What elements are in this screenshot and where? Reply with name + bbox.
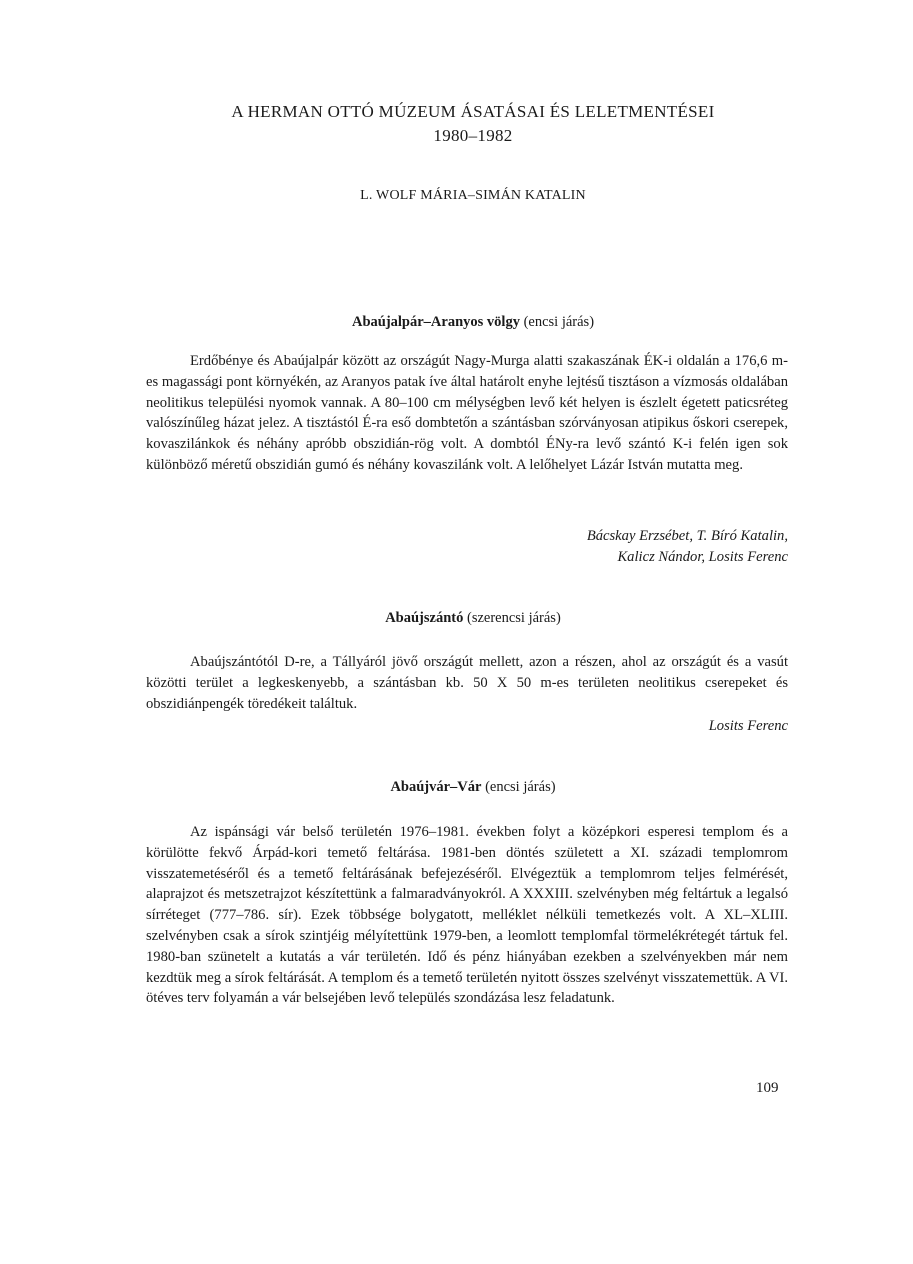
section-place: Abaújvár–Vár [390,779,482,795]
title-line-1: A HERMAN OTTÓ MÚZEUM ÁSATÁSAI ÉS LELETMENTÉSEI [231,102,715,121]
section-district: (szerencsi járás) [466,610,561,626]
section-district: (encsi járás) [523,314,595,330]
section-signature-abaujszanto [709,716,788,737]
title-line-2: 1980–1982 [433,126,513,145]
section-heading-abaujalpar [100,314,846,331]
signature-line: Bácskay Erzsébet, T. Bíró Katalin, [586,528,788,544]
signature-line: Losits Ferenc [708,718,788,734]
section-place: Abaújalpár–Aranyos völgy [351,314,520,330]
page-number: 109 [756,1080,779,1096]
section-place: Abaújszántó [385,610,464,626]
section-signature-abaujalpar [587,526,788,568]
section-heading-abaujvar [100,779,846,796]
section-district: (encsi járás) [485,779,556,795]
section-body-abaujszanto: Abaújszántótól D-re, a Tállyáról jövő országút mellett, azon a részen, ahol az országút és a vasút közötti terület a legkeskenyebb, a szántásban kb. 50 X 50 m-es területen neolitikus cserepeket és obszidiánpengék töredékeit találtuk. [146,654,788,712]
article-title [100,100,846,148]
section-heading-abaujszanto [100,610,846,627]
section-body-abaujalpar: Erdőbénye és Abaújalpár között az országút Nagy-Murga alatti szakaszának ÉK-i oldalán a 176,6 m-es magassági pont környékén, az Aranyos patak íve által határolt enyhe lejtésű tisztáson a vízmosás oldalában neolitikus települési nyomok vannak. A 80–100 cm mélységben levő két helyen is észlelt égetett paticsréteg valószínűleg házat jelez. A tisztástól É-ra eső dombtetőn a szántásban szórványosan atipikus őskori cserepek, kovaszilánkok és néhány apróbb obszidián-rög volt. A dombtól ÉNy-ra levő szántó K-i felén igen sok különböző méretű obszidián gumó és néhány kovaszilánk volt. A lelőhelyet Lázár István mutatta meg. [146,353,788,473]
signature-line: Kalicz Nándor, Losits Ferenc [617,549,788,565]
section-body-abaujvar: Az ispánsági vár belső területén 1976–1981. években folyt a középkori esperesi templom és a körülötte fekvő Árpád-kori temető feltárása. 1981-ben döntés született a XI. századi templomrom visszatemetéséről és a temető feltárásának befejezéséről. Elvégeztük a templomrom teljes felmérését, alaprajzot és metszetrajzot készítettünk a falmaradványokról. A XXXIII. szelvényben még feltártuk a legalsó sírréteget (777–786. sír). Ezek többsége bolygatott, melléklet nélküli temetkezés volt. A XL–XLIII. szelvényben csak a sírok szintjéig mélyítettünk 1979-ben, a leomlott templomfal törmelékrétegét tártuk fel. 1980-ban szünetelt a kutatás a vár területén. Idő és pénz hiányában ezekben a szelvényekben már nem kezdtük meg a sírok feltárását. A templom és a temető területén nyitott összes szelvényt visszatemettük. A VI. ötéves terv folyamán a vár belsejében levő település szondázása lesz feladatunk. [146,824,788,1007]
article-authors: L. WOLF MÁRIA–SIMÁN KATALIN [360,188,586,203]
